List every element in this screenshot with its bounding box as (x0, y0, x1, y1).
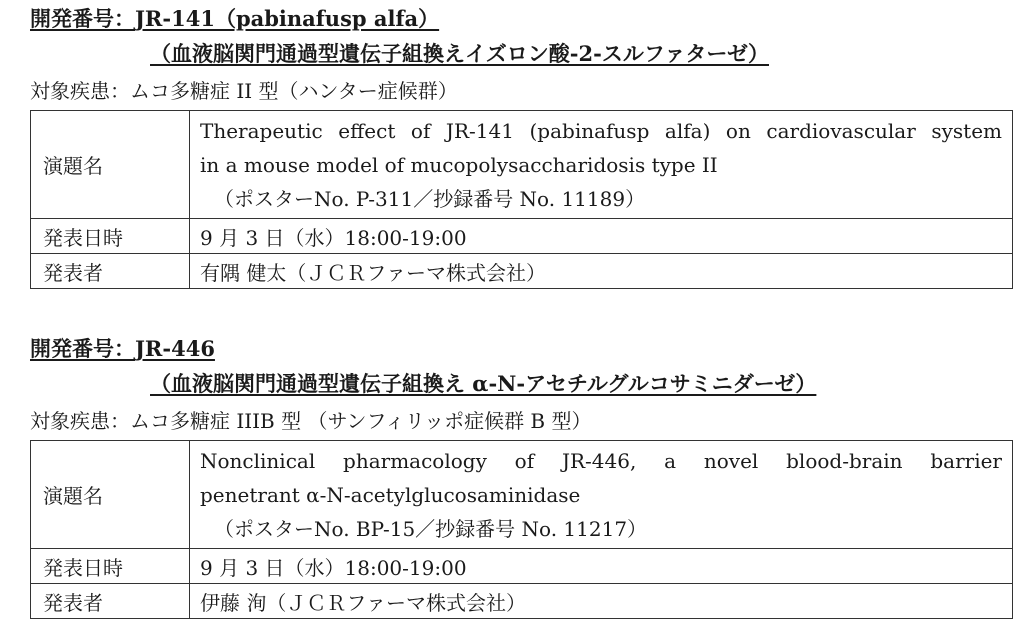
presenter-label: 発表者 (31, 254, 190, 289)
table-row-date (31, 219, 1013, 254)
dev-label: 開発番号： (30, 336, 135, 361)
presentation-table (30, 110, 1013, 289)
table-row-presenter (31, 254, 1013, 289)
presenter-value: 有隅 健太（ＪＣＲファーマ株式会社） (190, 254, 1013, 289)
poster-number: （ポスターNo. BP-15／抄録番号 No. 11217） (214, 516, 648, 541)
date-label: 発表日時 (31, 219, 190, 254)
title-cell (190, 441, 1013, 549)
title-label: 演題名 (31, 111, 190, 219)
table-row-title (31, 111, 1013, 219)
poster-number: （ポスターNo. P-311／抄録番号 No. 11189） (214, 186, 646, 211)
table-row-date (31, 549, 1013, 584)
dev-label: 開発番号： (30, 6, 135, 31)
development-number-heading (30, 336, 215, 362)
date-value: 9 月 3 日（水）18:00-19:00 (190, 219, 1013, 254)
target-disease: 対象疾患：ムコ多糖症 II 型（ハンター症候群） (30, 79, 458, 103)
presentation-table (30, 440, 1013, 619)
table-row-title (31, 441, 1013, 549)
title-line-1: Therapeutic effect of JR-141 (pabinafusp alfa) on cardiovascular system (200, 118, 1002, 143)
target-disease: 対象疾患：ムコ多糖症 IIIB 型 （サンフィリッポ症候群 B 型） (30, 409, 592, 433)
title-label: 演題名 (31, 441, 190, 549)
drug-description: （血液脳関門通過型遺伝子組換えイズロン酸-2-スルファターゼ） (150, 41, 769, 66)
development-number-heading (30, 6, 439, 32)
dev-code: JR-141（pabinafusp alfa） (135, 6, 440, 31)
title-line-1: Nonclinical pharmacology of JR-446, a novel blood-brain barrier (200, 448, 1002, 473)
presenter-value: 伊藤 洵（ＪＣＲファーマ株式会社） (190, 584, 1013, 619)
date-label: 発表日時 (31, 549, 190, 584)
table-row-presenter (31, 584, 1013, 619)
title-line-2: in a mouse model of mucopolysaccharidosis type II (200, 152, 718, 177)
title-line-2: penetrant α-N-acetylglucosaminidase (200, 482, 581, 507)
title-cell (190, 111, 1013, 219)
drug-description: （血液脳関門通過型遺伝子組換え α-N-アセチルグルコサミニダーゼ） (150, 371, 817, 396)
presenter-label: 発表者 (31, 584, 190, 619)
date-value: 9 月 3 日（水）18:00-19:00 (190, 549, 1013, 584)
dev-code: JR-446 (135, 336, 215, 361)
